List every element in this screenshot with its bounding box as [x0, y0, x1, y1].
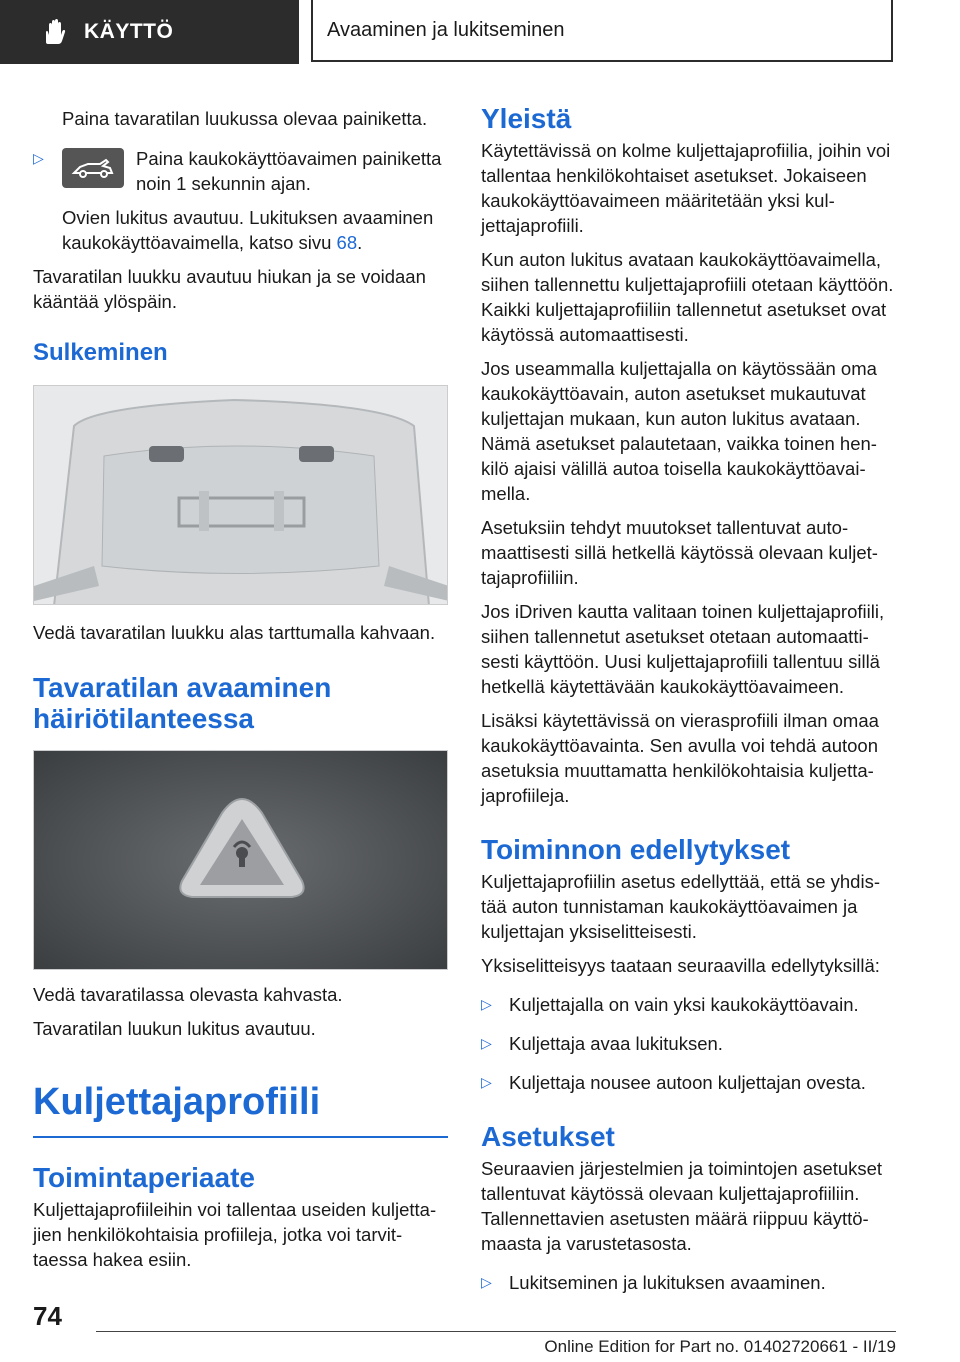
heading-settings: Asetukset: [481, 1121, 615, 1152]
footer-rule: [96, 1331, 896, 1332]
step1-text: Paina kaukokäyttöavaimen painiketta noin 1 sekunnin ajan.: [136, 148, 442, 194]
requirements-text-1: Kuljettajaprofiilin asetus edellyttää, että se yhdistää auton tunnistaman kaukokäyttöavaimen ja kuljettajan yksiselitteisesti.: [481, 871, 881, 942]
general-text-2: Kun auton lukitus avataan kaukokäyttöavaimella, siihen tallennettu kuljettajaprofiili otetaan käyttöön. Kaikki kuljettajaprofiiliin tallennetut asetukset ovat käytössä automaattisesti.: [481, 249, 894, 345]
list-item: [481, 1031, 896, 1056]
right-column: [481, 96, 896, 1295]
list-item: [481, 1270, 896, 1295]
chapter-label: Avaaminen ja lukitseminen: [327, 18, 565, 41]
principle-text: Kuljettajaprofiileihin voi tallentaa useiden kuljettajien henkilökohtaisia profiileja, jotka voi tarvittaessa hakea esiin.: [33, 1199, 437, 1270]
heading-principle: Toimintaperiaate: [33, 1162, 255, 1193]
page-number: 74: [33, 1301, 62, 1331]
general-text-3: Jos useammalla kuljettajalla on käytössään oma kaukokäyttöavain, auton asetukset mukautuvat kuljettajan mukaan, kun auton lukitus avataan. Nämä asetukset palautetaan, vaikka toinen henkilö ajaisi välillä autoa toisella kaukokäyttöavaimella.: [481, 358, 877, 504]
heading-requirements: Toiminnon edellytykset: [481, 834, 791, 865]
lid-text: Tavaratilan luukku avautuu hiukan ja se voidaan kääntää ylöspäin.: [33, 266, 426, 312]
section-tab: [0, 0, 299, 64]
heading-rule: [33, 1136, 448, 1138]
page-link[interactable]: 68: [336, 232, 358, 253]
general-text-5: Jos iDriven kautta valitaan toinen kuljettajaprofiili, siihen tallennetut asetukset otetaan automaattisesti käyttöön. Uusi kuljettajaprofiili tallentuu sillä hetkellä käytettävään kaukokäyttöavaimeen.: [481, 601, 885, 697]
footer-edition: Online Edition for Part no. 01402720661 - II/19: [544, 1337, 896, 1356]
trunk-lid-photo: [33, 385, 448, 605]
left-column: [33, 96, 448, 1272]
heading-closing: Sulkeminen: [33, 339, 168, 366]
heading-emergency: Tavaratilan avaaminen häiriötilanteessa: [33, 672, 332, 734]
list-item: [481, 1070, 896, 1095]
heading-general: Yleistä: [481, 103, 572, 134]
intro-text: Paina tavaratilan luukussa olevaa painiketta.: [62, 108, 428, 129]
settings-text: Seuraavien järjestelmien ja toimintojen asetukset tallentuvat käytössä olevaan kuljettajaprofiiliin. Tallennettavien asetusten määrä riippuu käyttömaasta ja varustetasosta.: [481, 1158, 883, 1254]
step1-result-text: Ovien lukitus avautuu. Lukituksen avaaminen kaukokäyttöavaimella, katso sivu: [62, 207, 434, 253]
closing-text: Vedä tavaratilan luukku alas tarttumalla kahvaan.: [33, 622, 436, 643]
general-text-6: Lisäksi käytettävissä on vierasprofiili ilman omaa kaukokäyttöavainta. Sen avulla voi tehdä autoon asetuksia muuttamatta henkilökohtaisia kuljettajaprofiileja.: [481, 710, 879, 806]
general-text-4: Asetuksiin tehdyt muutokset tallentuvat automaattisesti sillä hetkellä käytössä olevaan kuljettajaprofiiliin.: [481, 517, 878, 588]
arrow-icon: ▷: [481, 1274, 492, 1290]
settings-bullet: Lukitseminen ja lukituksen avaaminen.: [509, 1272, 826, 1293]
section-label: KÄYTTÖ: [84, 20, 174, 43]
arrow-icon: ▷: [481, 1074, 492, 1090]
emergency-text-1: Vedä tavaratilassa olevasta kahvasta.: [33, 984, 343, 1005]
step1-result-end: .: [357, 232, 363, 253]
requirements-text-2: Yksiselitteisyys taataan seuraavilla edellytyksillä:: [481, 955, 880, 976]
arrow-icon: ▷: [33, 150, 44, 166]
requirement-bullet: Kuljettaja nousee autoon kuljettajan ovesta.: [509, 1072, 866, 1093]
general-text-1: Käytettävissä on kolme kuljettajaprofiilia, joihin voi tallentaa henkilökohtaiset asetukset. Jokaiseen kaukokäyttöavaimeen määritetään yksi kuljettajaprofiili.: [481, 140, 891, 236]
list-item: [481, 992, 896, 1017]
arrow-icon: ▷: [481, 996, 492, 1012]
arrow-icon: ▷: [481, 1035, 492, 1051]
remote-key-trunk-button-icon: [62, 148, 124, 188]
requirement-bullet: Kuljettaja avaa lukituksen.: [509, 1033, 723, 1054]
step1-result: [33, 205, 448, 255]
hand-icon: [40, 18, 68, 46]
emergency-text-2: Tavaratilan luukun lukitus avautuu.: [33, 1018, 316, 1039]
requirement-bullet: Kuljettajalla on vain yksi kaukokäyttöavain.: [509, 994, 859, 1015]
chapter-tab: [311, 0, 893, 62]
heading-driver-profile: Kuljettajaprofiili: [33, 1081, 321, 1123]
emergency-release-photo: [33, 750, 448, 970]
step-item: [33, 146, 448, 196]
